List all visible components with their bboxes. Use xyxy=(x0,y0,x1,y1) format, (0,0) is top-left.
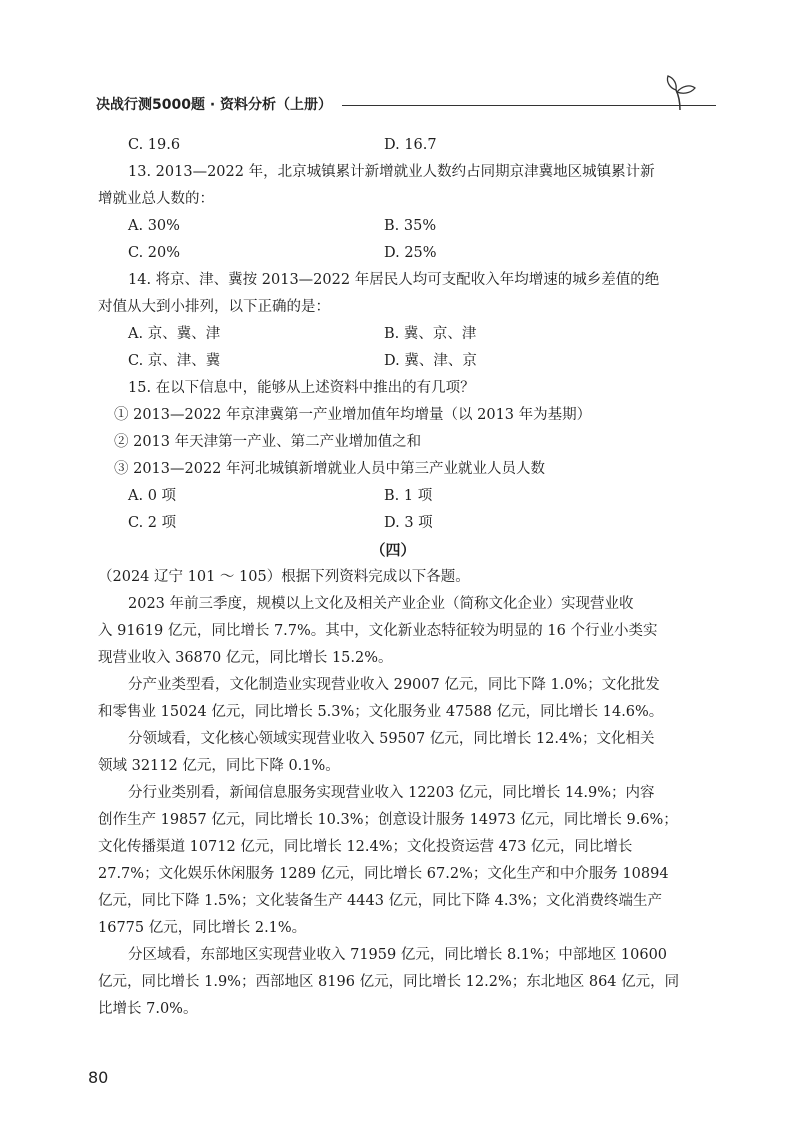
q14-option-a[interactable]: A. 京、冀、津 xyxy=(128,326,221,342)
q13-options-row2 xyxy=(98,240,688,267)
q15-info-2: ② 2013 年天津第一产业、第二产业增加值之和 xyxy=(114,434,422,450)
q13-option-b[interactable]: B. 35% xyxy=(384,218,437,234)
para5-line2: 亿元，同比增长 1.9%；西部地区 8196 亿元，同比增长 12.2%；东北地区 864 亿元，同 xyxy=(98,974,680,990)
section-heading: （四） xyxy=(370,541,416,559)
q12-options xyxy=(98,132,688,159)
q13-option-c[interactable]: C. 20% xyxy=(128,245,181,261)
q14-stem-line2: 对值从大到小排列，以下正确的是： xyxy=(98,299,330,315)
para3-line1: 分领域看，文化核心领域实现营业收入 59507 亿元，同比增长 12.4%；文化相关 xyxy=(128,731,655,747)
q14-option-c[interactable]: C. 京、津、冀 xyxy=(128,353,221,369)
q15-option-b[interactable]: B. 1 项 xyxy=(384,488,433,504)
q14-option-b[interactable]: B. 冀、京、津 xyxy=(384,326,477,342)
para3-line2: 领域 32112 亿元，同比下降 0.1%。 xyxy=(98,758,340,774)
q12-option-d[interactable]: D. 16.7 xyxy=(384,137,437,153)
q15-info-1: ① 2013—2022 年京津冀第一产业增加值年均增量（以 2013 年为基期） xyxy=(114,407,592,423)
q14-option-d[interactable]: D. 冀、津、京 xyxy=(384,353,477,369)
para4-line3: 文化传播渠道 10712 亿元，同比增长 12.4%；文化投资运营 473 亿元，同比增长 xyxy=(98,839,633,855)
para4-line6: 16775 亿元，同比增长 2.1%。 xyxy=(98,920,307,936)
para4-line4: 27.7%；文化娱乐休闲服务 1289 亿元，同比增长 67.2%；文化生产和中介服务 10894 xyxy=(98,866,669,882)
sprout-icon xyxy=(660,72,700,112)
q13-stem-line2: 增就业总人数的： xyxy=(98,191,214,207)
q12-option-c[interactable]: C. 19.6 xyxy=(128,137,181,153)
para5-line1: 分区域看，东部地区实现营业收入 71959 亿元，同比增长 8.1%；中部地区 10600 xyxy=(128,947,668,963)
header-title: 决战行测5000题 · 资料分析（上册） xyxy=(96,97,333,113)
q15-stem: 15. 在以下信息中，能够从上述资料中推出的有几项？ xyxy=(128,380,475,396)
para2-line1: 分产业类型看，文化制造业实现营业收入 29007 亿元，同比下降 1.0%；文化批发 xyxy=(128,677,660,693)
q15-option-a[interactable]: A. 0 项 xyxy=(128,488,177,504)
page-number: 80 xyxy=(88,1068,109,1087)
para4-line1: 分行业类别看，新闻信息服务实现营业收入 12203 亿元，同比增长 14.9%；内容 xyxy=(128,785,655,801)
running-header xyxy=(96,92,716,116)
para4-line5: 亿元，同比下降 1.5%；文化装备生产 4443 亿元，同比下降 4.3%；文化消费终端生产 xyxy=(98,893,663,909)
q14-stem-line1: 14. 将京、津、冀按 2013—2022 年居民人均可支配收入年均增速的城乡差值的绝 xyxy=(128,272,660,288)
section-intro: （2024 辽宁 101 ～ 105）根据下列资料完成以下各题。 xyxy=(98,569,470,585)
para1-line3: 现营业收入 36870 亿元，同比增长 15.2%。 xyxy=(98,650,393,666)
page-content xyxy=(98,132,688,1023)
q15-option-d[interactable]: D. 3 项 xyxy=(384,515,433,531)
q15-option-c[interactable]: C. 2 项 xyxy=(128,515,177,531)
para1-line2: 入 91619 亿元，同比增长 7.7%。其中，文化新业态特征较为明显的 16 个行业小类实 xyxy=(98,623,658,639)
q15-info-3: ③ 2013—2022 年河北城镇新增就业人员中第三产业就业人员人数 xyxy=(114,461,546,477)
para4-line2: 创作生产 19857 亿元，同比增长 10.3%；创意设计服务 14973 亿元，同比增长 9.6%； xyxy=(98,812,678,828)
q13-options-row1 xyxy=(98,213,688,240)
q15-options-row2 xyxy=(98,510,688,537)
para1-line1: 2023 年前三季度，规模以上文化及相关产业企业（简称文化企业）实现营业收 xyxy=(128,596,634,612)
q14-options-row1 xyxy=(98,321,688,348)
q13-stem-line1: 13. 2013—2022 年，北京城镇累计新增就业人数约占同期京津冀地区城镇累计新 xyxy=(128,164,655,180)
q15-options-row1 xyxy=(98,483,688,510)
para2-line2: 和零售业 15024 亿元，同比增长 5.3%；文化服务业 47588 亿元，同比增长 14.6%。 xyxy=(98,704,664,720)
para5-line3: 比增长 7.0%。 xyxy=(98,1001,198,1017)
q13-option-d[interactable]: D. 25% xyxy=(384,245,437,261)
q14-options-row2 xyxy=(98,348,688,375)
q13-option-a[interactable]: A. 30% xyxy=(128,218,180,234)
